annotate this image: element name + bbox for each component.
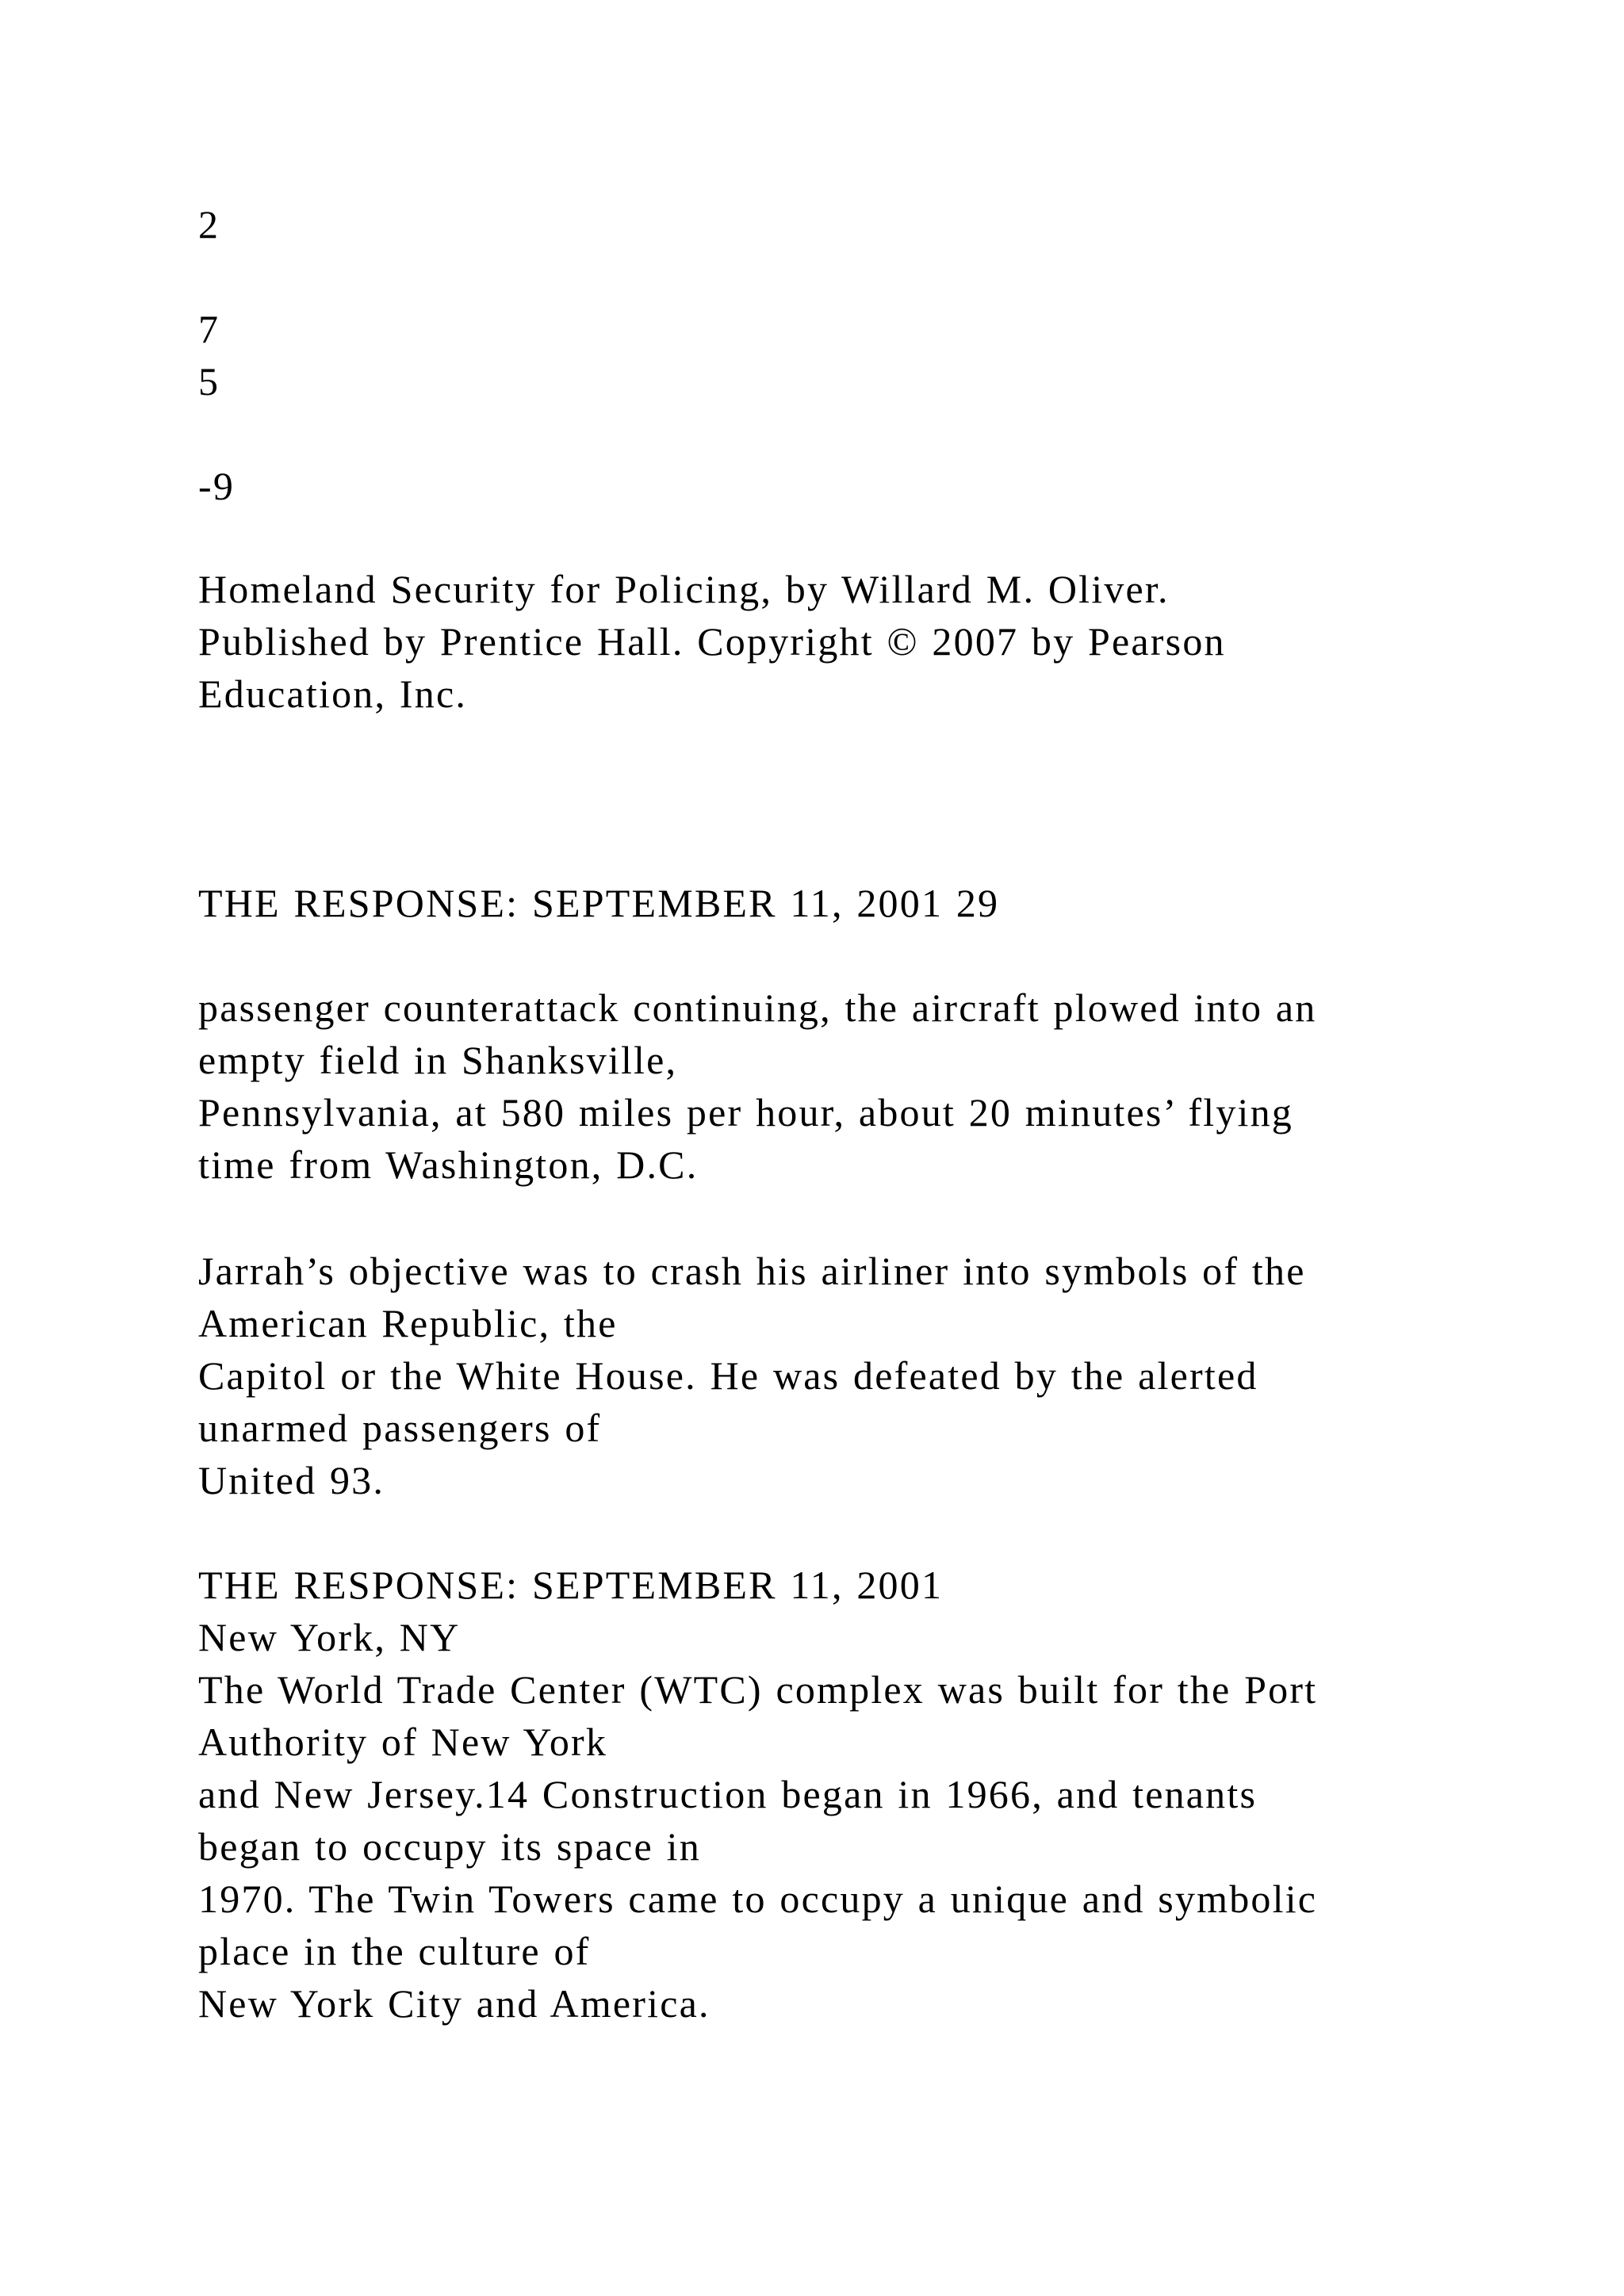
blank-line xyxy=(198,408,1594,460)
citation xyxy=(198,563,1594,720)
page-number-digit: 7 xyxy=(198,307,220,351)
paragraph-line: empty field in Shanksville, xyxy=(198,1038,678,1082)
paragraph-line: began to occupy its space in xyxy=(198,1824,701,1869)
paragraph-line: time from Washington, D.C. xyxy=(198,1142,699,1187)
paragraph-line: Authority of New York xyxy=(198,1720,608,1764)
paragraph xyxy=(198,982,1594,1191)
paragraph xyxy=(198,1245,1594,1506)
page-number-digit: 5 xyxy=(198,359,220,404)
paragraph-line: The World Trade Center (WTC) complex was built for the Port xyxy=(198,1667,1318,1712)
running-head xyxy=(198,877,1594,929)
paragraph-line: place in the culture of xyxy=(198,1929,591,1973)
page-number-digit: 2 xyxy=(198,202,220,247)
paragraph-line: and New Jersey.14 Construction began in 1966, and tenants xyxy=(198,1772,1258,1816)
paragraph-line: passenger counterattack continuing, the aircraft plowed into an xyxy=(198,985,1317,1030)
page-number-fragments xyxy=(198,198,1594,512)
section xyxy=(198,1559,1594,2030)
section-subheading: New York, NY xyxy=(198,1615,461,1659)
paragraph-line: 1970. The Twin Towers came to occupy a unique and symbolic xyxy=(198,1877,1318,1921)
citation-line: Education, Inc. xyxy=(198,672,468,716)
page-number-digit: -9 xyxy=(198,464,236,508)
paragraph-line: Jarrah’s objective was to crash his airliner into symbols of the xyxy=(198,1249,1306,1293)
paragraph-line: United 93. xyxy=(198,1458,385,1502)
paragraph-line: Pennsylvania, at 580 miles per hour, about 20 minutes’ flying xyxy=(198,1090,1294,1135)
paragraph-line: Capitol or the White House. He was defeated by the alerted xyxy=(198,1353,1258,1398)
paragraph-line: unarmed passengers of xyxy=(198,1406,602,1450)
section-heading: THE RESPONSE: SEPTEMBER 11, 2001 xyxy=(198,1563,944,1607)
citation-line: Published by Prentice Hall. Copyright © 2007 by Pearson xyxy=(198,619,1226,664)
paragraph-line: American Republic, the xyxy=(198,1301,618,1345)
citation-line: Homeland Security for Policing, by Willard M. Oliver. xyxy=(198,567,1170,611)
running-head-text: THE RESPONSE: SEPTEMBER 11, 2001 29 xyxy=(198,881,1000,925)
paragraph-line: New York City and America. xyxy=(198,1981,710,2026)
blank-line xyxy=(198,251,1594,303)
